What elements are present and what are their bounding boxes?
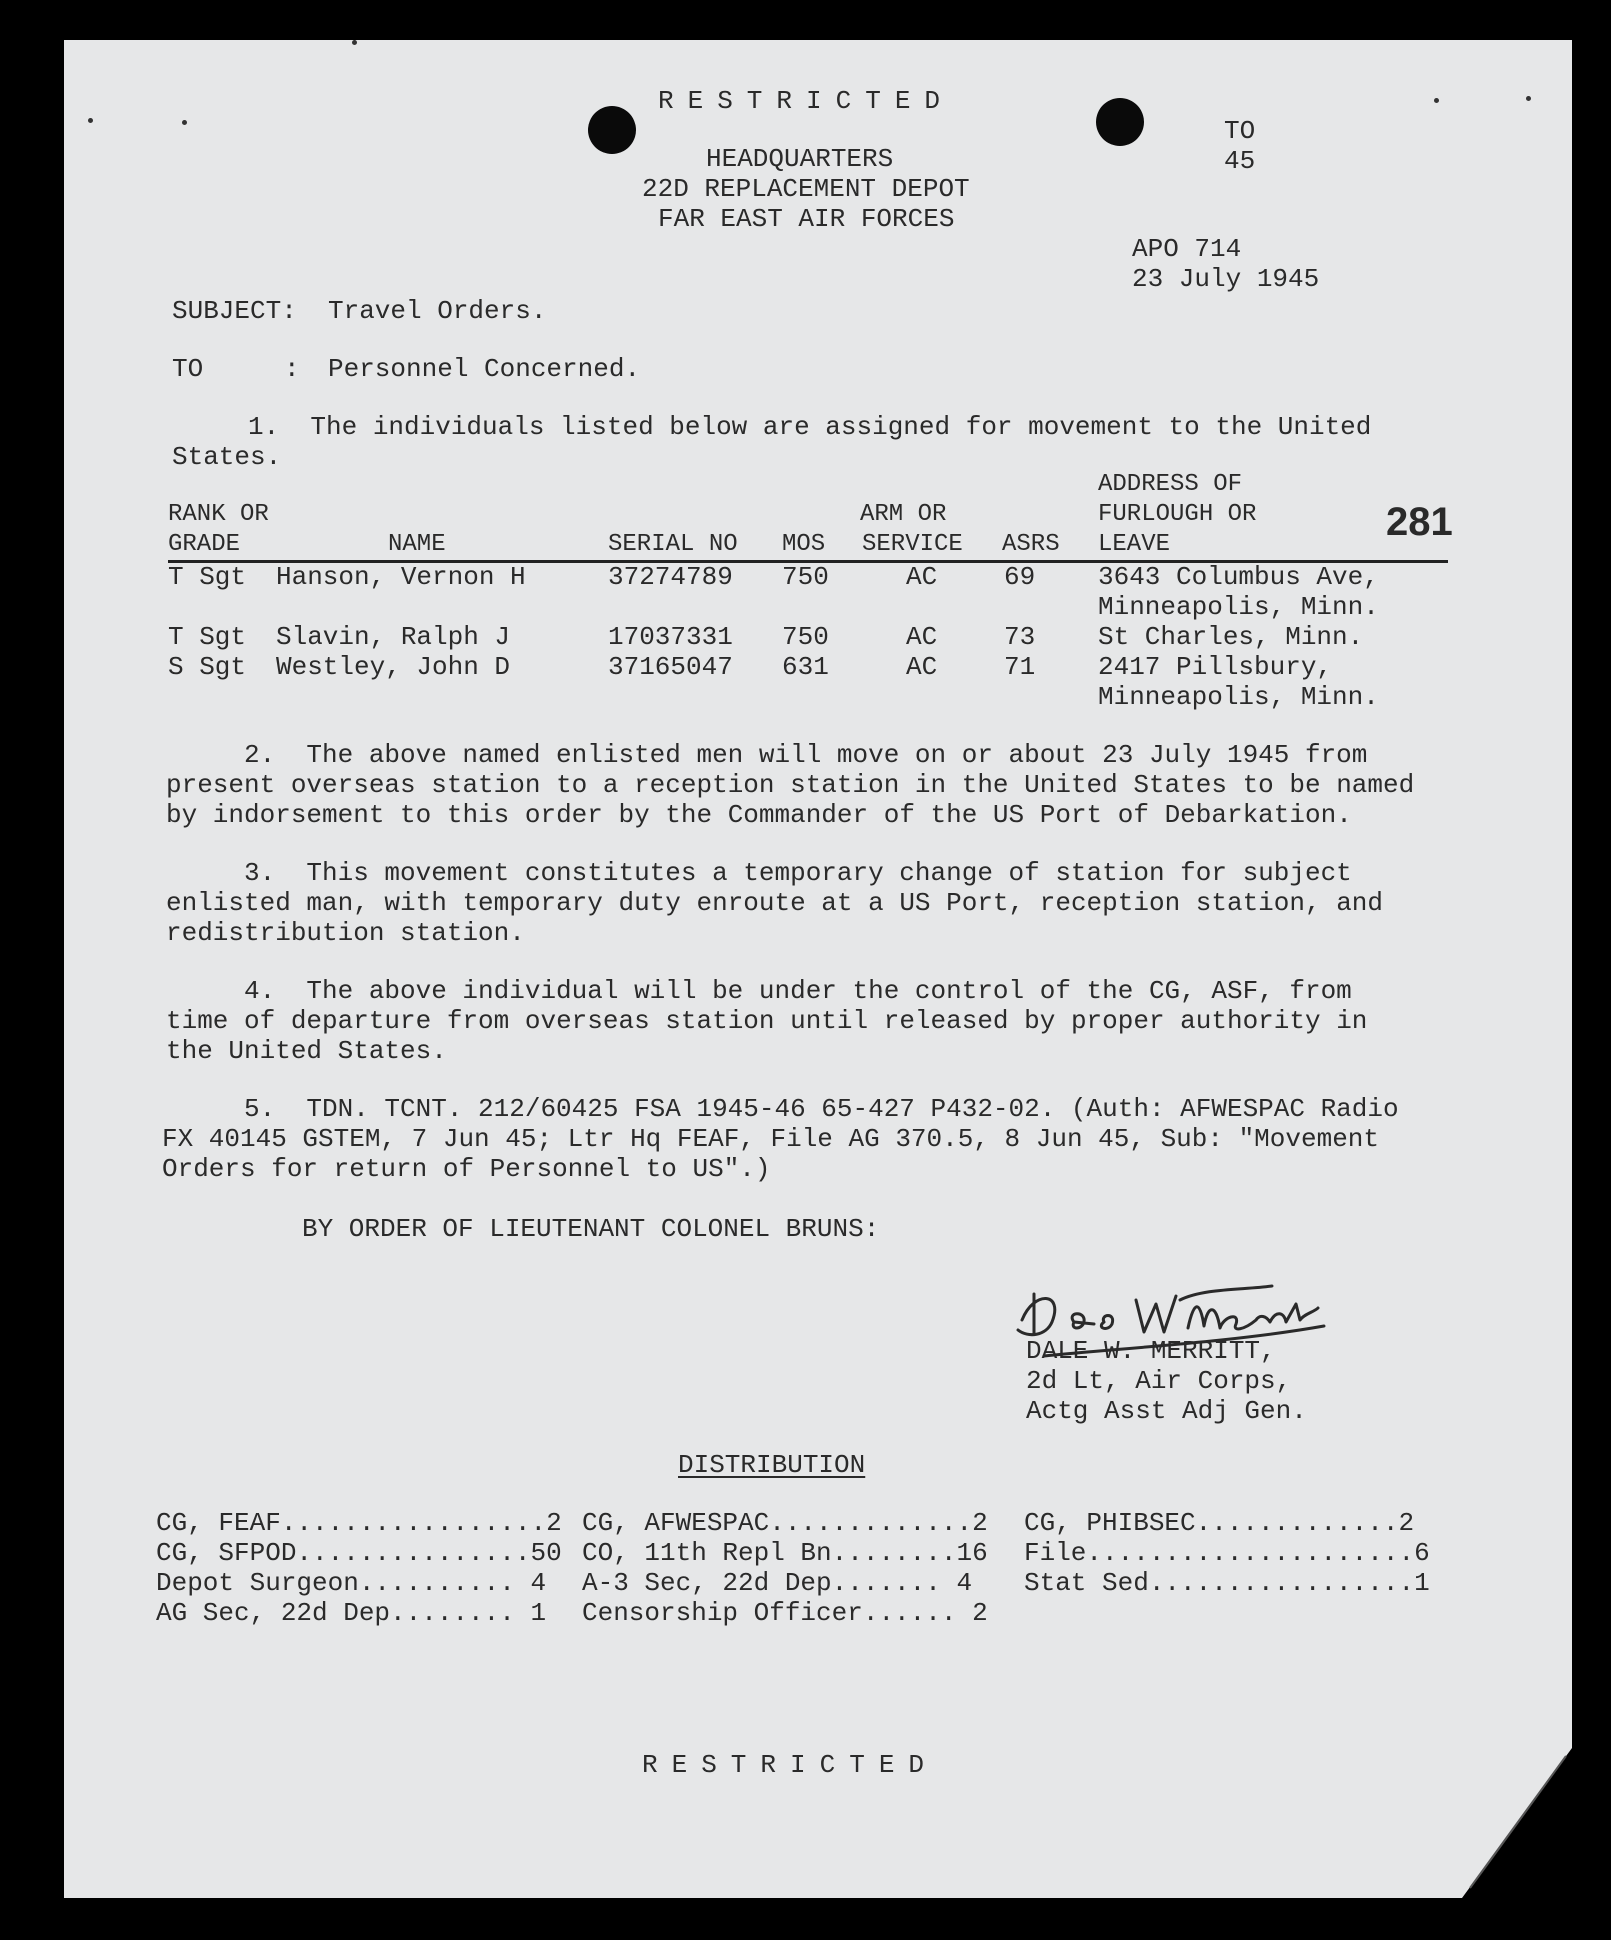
hq-line-2: 22D REPLACEMENT DEPOT [642,174,970,204]
para3-line1: 3. This movement constitutes a temporary change of station for subject [244,858,1352,888]
row2-rank: T Sgt [168,622,247,652]
col-header-address-3: LEAVE [1098,531,1171,558]
row1-address-2: Minneapolis, Minn. [1098,592,1379,622]
folded-corner [1462,1748,1572,1898]
row1-asrs: 69 [1004,562,1036,592]
hq-line-1: HEADQUARTERS [706,144,894,174]
para4-line3: the United States. [166,1036,447,1066]
col-header-asrs: ASRS [1002,531,1060,558]
signer-title: Actg Asst Adj Gen. [1026,1396,1307,1426]
classification-top: RESTRICTED [658,86,955,116]
para1-line1: 1. The individuals listed below are assigned for movement to the United [248,412,1372,442]
to-label: TO [1224,116,1256,146]
row3-serial: 37165047 [608,652,733,682]
row2-asrs: 73 [1004,622,1036,652]
row1-rank: T Sgt [168,562,247,592]
row1-address-1: 3643 Columbus Ave, [1098,562,1379,592]
apo-number: APO 714 [1132,234,1242,264]
col-header-rank-2: GRADE [168,531,241,558]
row2-mos: 750 [782,622,829,652]
to-line-colon: : [284,354,300,384]
col-header-address-2: FURLOUGH OR [1098,501,1257,528]
to-line-label: TO [172,354,204,384]
distribution-item: Stat Sed.................1 [1024,1568,1430,1598]
row2-address-1: St Charles, Minn. [1098,622,1364,652]
row1-mos: 750 [782,562,829,592]
distribution-item: CO, 11th Repl Bn........16 [582,1538,988,1568]
para3-line2: enlisted man, with temporary duty enroute at a US Port, reception station, and [166,888,1383,918]
para2-line3: by indorsement to this order by the Commander of the US Port of Debarkation. [166,800,1352,830]
document-page [64,40,1572,1898]
row3-name: Westley, John D [276,652,511,682]
col-header-address-1: ADDRESS OF [1098,471,1243,498]
row2-arm: AC [906,622,938,652]
distribution-item: CG, FEAF.................2 [156,1508,562,1538]
row1-serial: 37274789 [608,562,733,592]
row2-serial: 17037331 [608,622,733,652]
row3-address-2: Minneapolis, Minn. [1098,682,1379,712]
para5-line3: Orders for return of Personnel to US".) [162,1154,771,1184]
para1-line2: States. [172,442,282,472]
distribution-heading: DISTRIBUTION [678,1450,866,1480]
para5-line1: 5. TDN. TCNT. 212/60425 FSA 1945-46 65-427 P432-02. (Auth: AFWESPAC Radio [244,1094,1399,1124]
col-header-mos: MOS [782,531,826,558]
row3-arm: AC [906,652,938,682]
para4-line2: time of departure from overseas station until released by proper authority in [166,1006,1368,1036]
speck [182,120,187,125]
col-header-name: NAME [388,531,446,558]
col-header-serial: SERIAL NO [608,531,738,558]
distribution-item: Censorship Officer...... 2 [582,1598,988,1628]
punch-hole-left [588,106,636,154]
punch-hole-right [1096,98,1144,146]
row1-name: Hanson, Vernon H [276,562,526,592]
to-number: 45 [1224,146,1256,176]
order-date: 23 July 1945 [1132,264,1320,294]
row3-rank: S Sgt [168,652,247,682]
col-header-arm-2: SERVICE [862,531,963,558]
signer-name: DALE W. MERRITT, [1026,1336,1276,1366]
row1-arm: AC [906,562,938,592]
document-number: 281 [1386,500,1453,544]
para5-line2: FX 40145 GSTEM, 7 Jun 45; Ltr Hq FEAF, File AG 370.5, 8 Jun 45, Sub: "Movement [162,1124,1379,1154]
by-order-line: BY ORDER OF LIEUTENANT COLONEL BRUNS: [302,1214,880,1244]
distribution-item: CG, AFWESPAC.............2 [582,1508,988,1538]
hq-line-3: FAR EAST AIR FORCES [658,204,955,234]
distribution-item: CG, SFPOD...............50 [156,1538,562,1568]
speck [1526,96,1531,101]
classification-bottom: RESTRICTED [642,1750,939,1780]
row3-address-1: 2417 Pillsbury, [1098,652,1333,682]
to-line-value: Personnel Concerned. [328,354,641,384]
row3-mos: 631 [782,652,829,682]
col-header-rank-1: RANK OR [168,501,269,528]
speck [352,40,357,45]
speck [88,118,93,123]
para4-line1: 4. The above individual will be under the control of the CG, ASF, from [244,976,1352,1006]
speck [1434,98,1439,103]
distribution-item: Depot Surgeon.......... 4 [156,1568,547,1598]
subject-label: SUBJECT: [172,296,297,326]
distribution-item: A-3 Sec, 22d Dep....... 4 [582,1568,973,1598]
row2-name: Slavin, Ralph J [276,622,511,652]
subject-value: Travel Orders. [328,296,547,326]
distribution-item: File.....................6 [1024,1538,1430,1568]
para2-line1: 2. The above named enlisted men will move on or about 23 July 1945 from [244,740,1368,770]
para3-line3: redistribution station. [166,918,525,948]
distribution-item: CG, PHIBSEC.............2 [1024,1508,1415,1538]
row3-asrs: 71 [1004,652,1036,682]
distribution-item: AG Sec, 22d Dep........ 1 [156,1598,547,1628]
signer-rank: 2d Lt, Air Corps, [1026,1366,1292,1396]
para2-line2: present overseas station to a reception station in the United States to be named [166,770,1415,800]
col-header-arm-1: ARM OR [860,501,947,528]
